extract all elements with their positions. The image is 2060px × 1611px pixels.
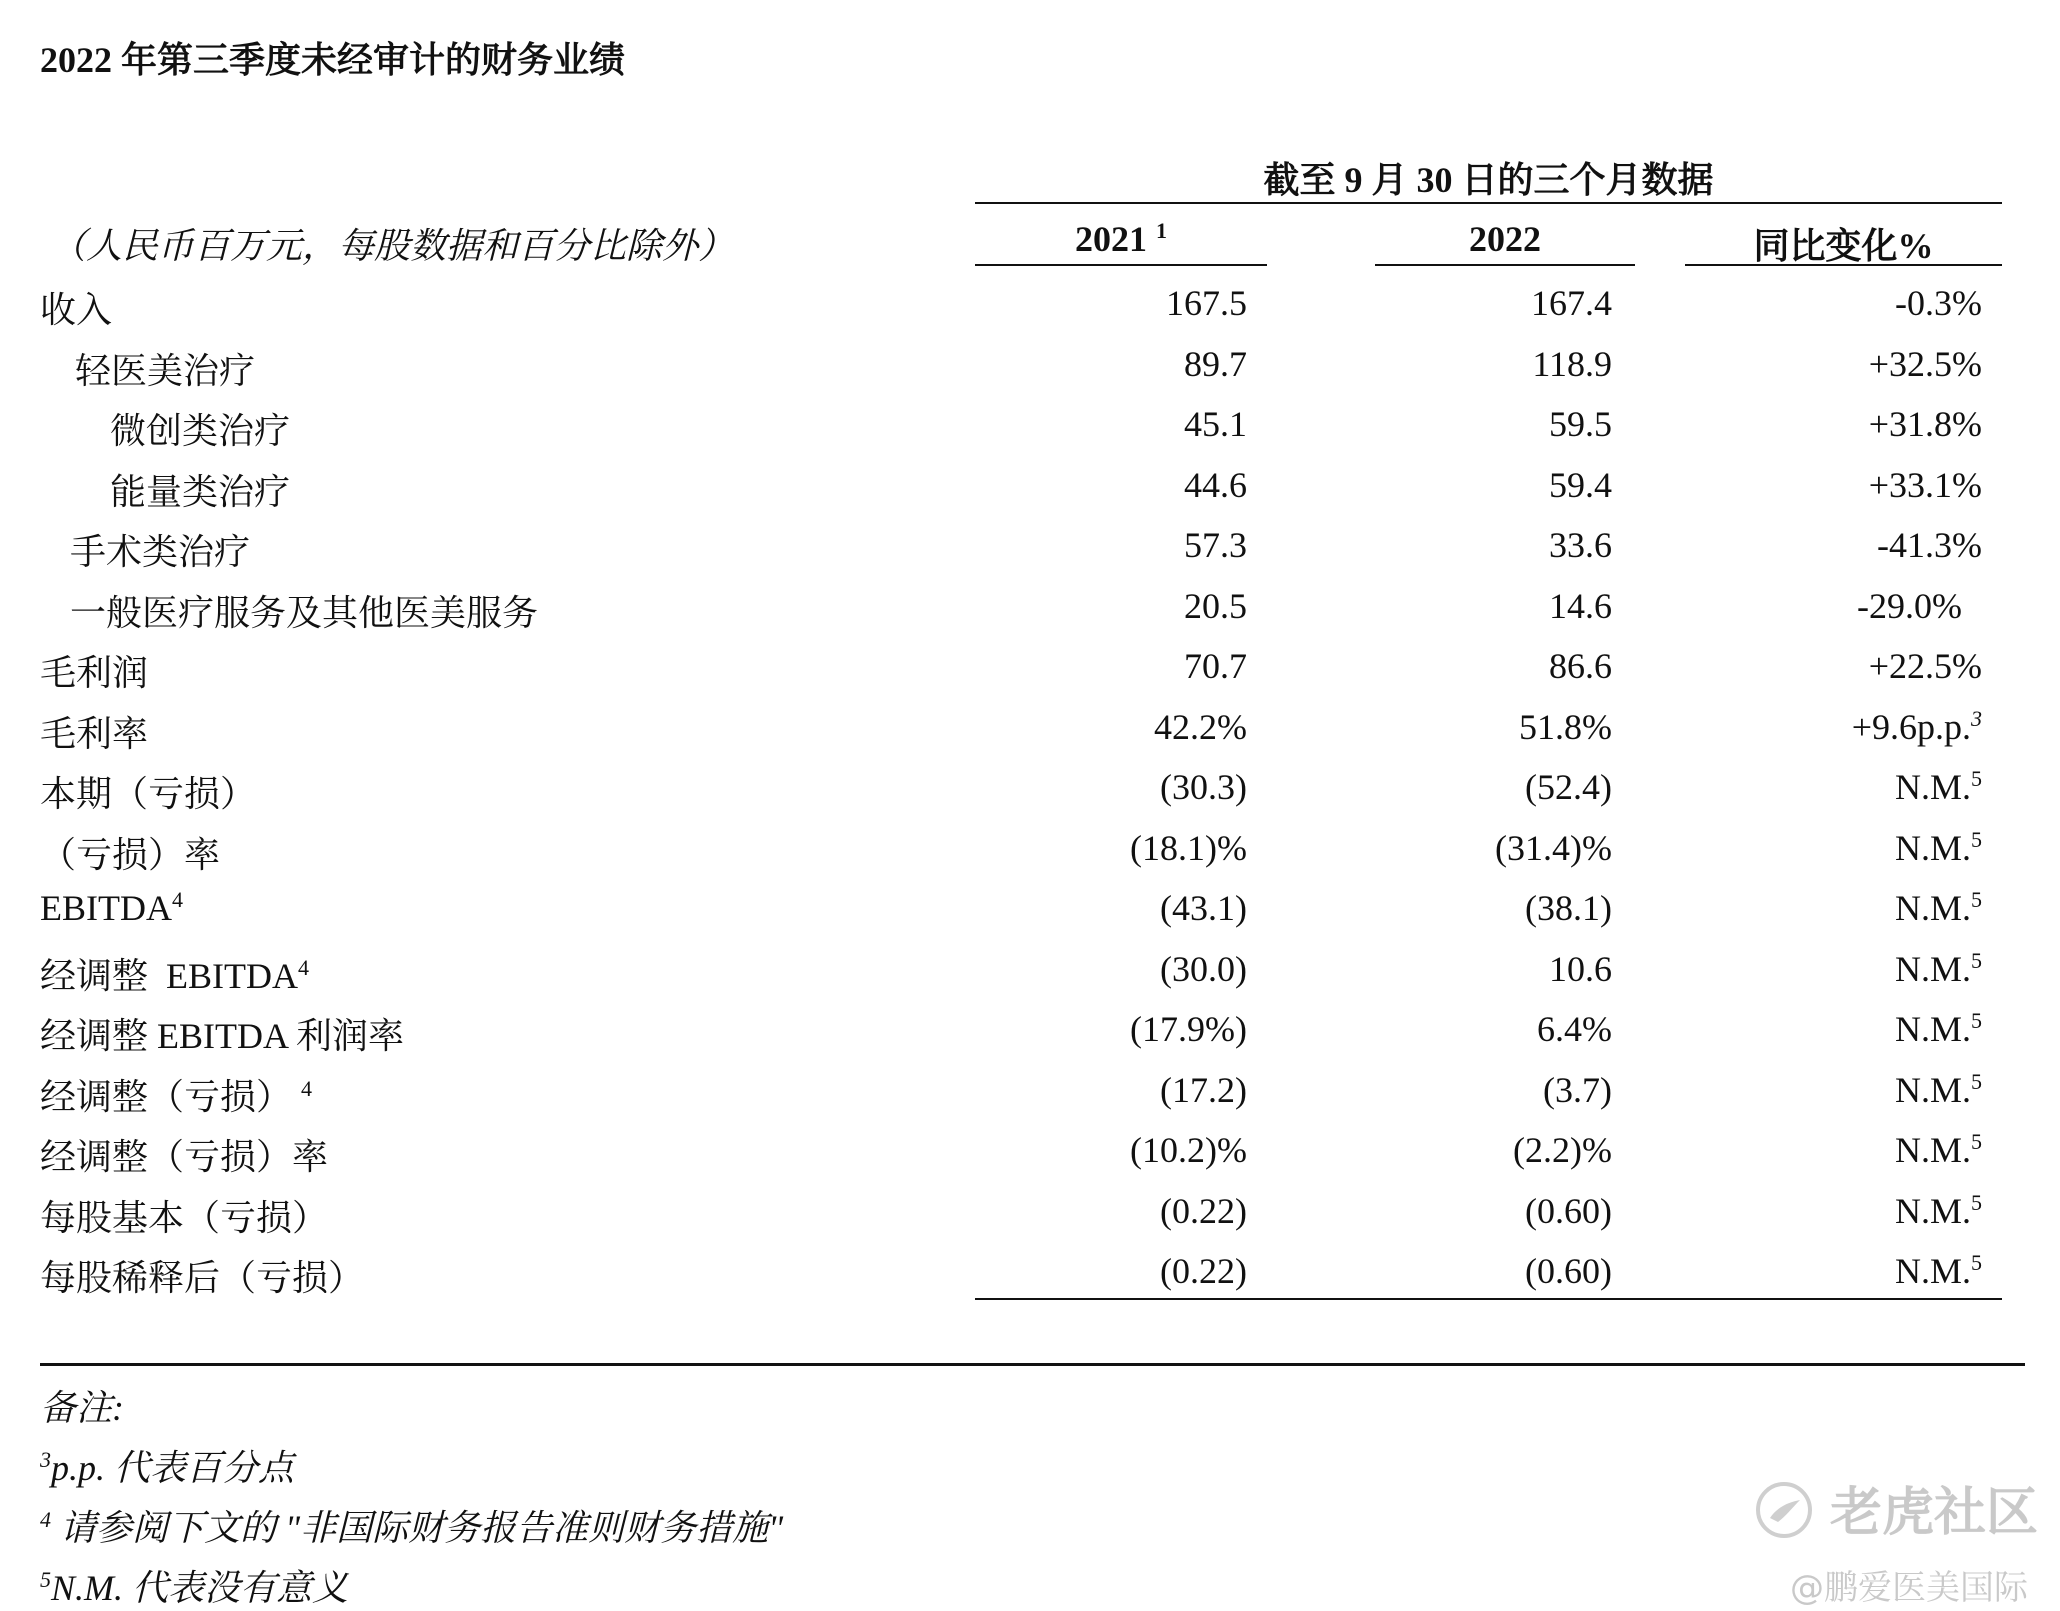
table-row: [0, 948, 2060, 1008]
value-2021: 44.6: [1184, 465, 1247, 505]
period-header-underline: [975, 202, 2002, 204]
value-change: N.M.$^5$: [1894, 1069, 1982, 1110]
value-2022: 59.4: [1549, 465, 1612, 505]
column-header-2022: 2022: [1469, 219, 1541, 259]
value-change: N.M.$^5$: [1894, 1190, 1982, 1231]
value-2022: 118.9: [1532, 344, 1612, 384]
value-2022: 10.6: [1549, 949, 1612, 989]
notes-heading: 备注:: [40, 1388, 124, 1428]
value-change: -0.3%: [1895, 283, 1982, 323]
row-label: 手术类治疗: [70, 532, 251, 572]
table-bottom-rule: [975, 1298, 2002, 1300]
note-item: $^4$ 请参阅下文的 "非国际财务报告准则财务措施": [40, 1507, 784, 1548]
row-label: 本期（亏损）: [40, 774, 257, 814]
table-row: [0, 887, 2060, 947]
value-change: N.M.$^5$: [1894, 887, 1982, 928]
value-change: +32.5%: [1868, 344, 1982, 384]
value-change: +33.1%: [1868, 465, 1982, 505]
value-change: +22.5%: [1868, 646, 1982, 686]
watermark-author: @鹏爱医美国际: [1790, 1568, 2028, 1608]
note-item: $^5$N.M. 代表没有意义: [40, 1567, 349, 1608]
value-2022: 167.4: [1531, 283, 1612, 323]
value-2021: (0.22): [1160, 1191, 1247, 1231]
row-label: 经调整 EBITDA 利润率: [40, 1016, 404, 1056]
table-row: [0, 282, 2060, 342]
row-label: 一般医疗服务及其他医美服务: [70, 593, 539, 633]
table-row: [0, 585, 2060, 645]
table-row: [0, 403, 2060, 463]
row-label: EBITDA$^4$: [40, 887, 183, 928]
value-2021: (10.2)%: [1130, 1130, 1247, 1170]
row-label: 每股基本（亏损）: [40, 1198, 329, 1238]
value-2021: 45.1: [1184, 404, 1247, 444]
value-2021: 70.7: [1184, 646, 1247, 686]
table-row: [0, 524, 2060, 584]
value-2021: (30.3): [1160, 767, 1247, 807]
value-2021: (0.22): [1160, 1251, 1247, 1291]
units-note: （人民币百万元，每股数据和百分比除外）: [50, 226, 735, 266]
value-change: N.M.$^5$: [1894, 766, 1982, 807]
value-2022: (31.4)%: [1495, 828, 1612, 868]
period-header: 截至 9 月 30 日的三个月数据: [1263, 160, 1714, 200]
table-row: [0, 343, 2060, 403]
value-2022: 33.6: [1549, 525, 1612, 565]
value-2021: (43.1): [1160, 888, 1247, 928]
table-row: [0, 1129, 2060, 1189]
column-header-yoy-change: 同比变化%: [1753, 226, 1934, 266]
value-2022: (52.4): [1525, 767, 1612, 807]
column-header-2021-underline: [975, 264, 1267, 266]
row-label: 经调整（亏损） $^4$: [40, 1076, 313, 1117]
column-header-2022-underline: [1375, 264, 1635, 266]
value-2021: 42.2%: [1154, 707, 1247, 747]
value-2021: (30.0): [1160, 949, 1247, 989]
value-2021: 167.5: [1166, 283, 1247, 323]
value-2021: 57.3: [1184, 525, 1247, 565]
value-change: N.M.$^5$: [1894, 1250, 1982, 1291]
row-label: （亏损）率: [40, 835, 221, 875]
table-row: [0, 1069, 2060, 1129]
table-row: [0, 1250, 2060, 1310]
value-2022: (38.1): [1525, 888, 1612, 928]
table-row: [0, 1190, 2060, 1250]
value-2021: 89.7: [1184, 344, 1247, 384]
table-row: [0, 464, 2060, 524]
table-row: [0, 645, 2060, 705]
value-change: +9.6p.p.$^3$: [1851, 706, 1982, 747]
table-row: [0, 1008, 2060, 1068]
row-label: 收入: [40, 290, 113, 330]
value-2022: 59.5: [1549, 404, 1612, 444]
watermark-brand: 老虎社区: [1830, 1483, 2039, 1543]
value-2022: (3.7): [1543, 1070, 1612, 1110]
table-row: [0, 827, 2060, 887]
watermark-logo-icon: [1752, 1478, 1816, 1542]
value-2022: (0.60): [1525, 1191, 1612, 1231]
column-header-2021: 2021 $^1$: [1075, 218, 1167, 259]
value-change: N.M.$^5$: [1894, 1129, 1982, 1170]
row-label: 微创类治疗: [110, 411, 291, 451]
value-2022: 51.8%: [1519, 707, 1612, 747]
row-label: 轻医美治疗: [75, 351, 256, 391]
value-2022: 6.4%: [1537, 1009, 1612, 1049]
value-2021: (17.2): [1160, 1070, 1247, 1110]
report-title: 2022 年第三季度未经审计的财务业绩: [40, 40, 626, 80]
row-label: 经调整 EBITDA$^4$: [40, 955, 309, 996]
note-item: $^3$p.p. 代表百分点: [40, 1447, 295, 1488]
column-header-yoy-change-underline: [1685, 264, 2002, 266]
row-label: 每股稀释后（亏损）: [40, 1258, 365, 1298]
value-change: +31.8%: [1868, 404, 1982, 444]
table-row: [0, 766, 2060, 826]
row-label: 毛利率: [40, 714, 149, 754]
table-row: [0, 706, 2060, 766]
value-2022: 14.6: [1549, 586, 1612, 626]
row-label: 毛利润: [40, 653, 149, 693]
row-label: 能量类治疗: [110, 472, 291, 512]
value-2022: (2.2)%: [1513, 1130, 1612, 1170]
value-2022: 86.6: [1549, 646, 1612, 686]
value-2021: (18.1)%: [1130, 828, 1247, 868]
value-change: N.M.$^5$: [1894, 948, 1982, 989]
value-2021: 20.5: [1184, 586, 1247, 626]
value-2022: (0.60): [1525, 1251, 1612, 1291]
row-label: 经调整（亏损）率: [40, 1137, 329, 1177]
notes-divider: [40, 1363, 2025, 1366]
value-change: N.M.$^5$: [1894, 827, 1982, 868]
value-2021: (17.9%): [1130, 1009, 1247, 1049]
value-change: -29.0%: [1857, 586, 1962, 626]
value-change: N.M.$^5$: [1894, 1008, 1982, 1049]
value-change: -41.3%: [1877, 525, 1982, 565]
